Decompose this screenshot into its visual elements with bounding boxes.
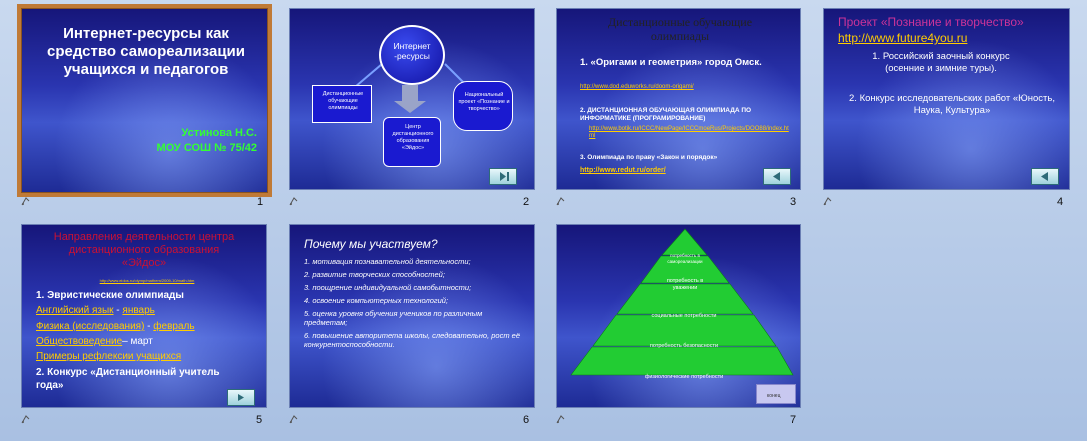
slide-5-line-a [36, 305, 155, 316]
play-arrow-icon [228, 390, 254, 405]
slide-4-title: Проект «Познание и творчество» [838, 15, 1024, 29]
slide-5-line-c [36, 336, 153, 347]
right-box [453, 81, 513, 131]
animation-icon [289, 197, 298, 206]
reflection-examples-link[interactable]: Примеры рефлексии учащихся [36, 351, 182, 362]
animation-icon [556, 197, 565, 206]
slide-3-item2: 2. ДИСТАНЦИОННАЯ ОБУЧАЮЩАЯ ОЛИМПИАДА ПО ИНФОРМАТИКЕ (ПРОГРАМИРОВАНИЕ) [580, 107, 752, 122]
slide-number: 3 [790, 196, 797, 208]
left-box [312, 85, 372, 123]
slide-3-item1: 1. «Оригами и геометрия» город Омск. [580, 57, 762, 68]
slide-number: 6 [523, 414, 530, 426]
separator: - [113, 305, 123, 316]
end-button-label: конец [767, 393, 781, 399]
back-arrow-icon [1032, 169, 1058, 184]
slide-3-link1[interactable]: http://www.dod.eduworks.ru/doom-origami/ [580, 84, 694, 90]
slide-1-title: Интернет-ресурсы как средство самореализации учащихся и педагогов [46, 25, 245, 78]
slide-1-school: МОУ СОШ № 75/42 [156, 142, 257, 154]
animation-icon [21, 415, 30, 424]
slide-3-title: Дистанционные обучающие олимпиады [607, 15, 753, 43]
reason-item: 6. повышение авторитета школы, следовательно, рост её конкурентоспособности. [304, 331, 521, 349]
slide-5-item1: 1. Эвристические олимпиады [36, 290, 184, 301]
separator: - [144, 321, 154, 332]
pyramid-level-3: социальные потребности [651, 313, 717, 319]
social-studies-link[interactable]: Обществоведение [36, 336, 123, 347]
animation-icon [556, 415, 565, 424]
slide-number: 1 [257, 196, 264, 208]
pyramid-level-5: физиологические потребности [644, 374, 724, 380]
slide-5-line-b [36, 321, 195, 332]
january-link[interactable]: январь [122, 305, 155, 316]
slide-number: 2 [523, 196, 530, 208]
february-link[interactable]: февраль [153, 321, 195, 332]
left-box-label: Дистанционные обучающие олимпиады [322, 91, 364, 111]
march-text: – март [122, 336, 153, 347]
center-label: Интернет -ресурсы [393, 41, 431, 61]
pyramid-level-1: потребность в самореализации [667, 253, 703, 264]
pyramid-level-4: потребность безопасности [649, 343, 719, 349]
animation-icon [289, 415, 298, 424]
slide-3-link3[interactable]: http://www.redut.ru/order/ [580, 167, 666, 174]
slide-number: 7 [790, 414, 797, 426]
back-arrow-icon [764, 169, 790, 184]
slide-number: 5 [256, 414, 263, 426]
reasons-list [304, 257, 524, 353]
slide-1-author: Устинова Н.С. [181, 127, 257, 139]
next-button[interactable] [227, 389, 255, 406]
next-arrow-icon [490, 169, 516, 184]
slide-4-link[interactable]: http://www.future4you.ru [838, 31, 968, 45]
slide-5-title: Направления деятельности центра дистанционного образования «Эйдос» [53, 231, 235, 269]
reason-item: 3. поощрение индивидуальной самобытности; [304, 283, 472, 292]
right-box-label: Национальный проект «Познание и творчество» [458, 92, 510, 112]
back-button[interactable] [763, 168, 791, 185]
slide-5-line-d [36, 351, 181, 362]
bottom-box-label: Центр дистанционного образования «Эйдос» [392, 124, 434, 151]
english-link[interactable]: Английский язык [36, 305, 114, 316]
slide-3-link2[interactable]: http://www.botik.ru/ICCC/NewPage/ICCCmoeRus/Projects/DOO88/index.html [589, 126, 789, 139]
slide-4-item2: 2. Конкурс исследовательских работ «Юность, Наука, Культура» [849, 93, 1055, 116]
center-circle [379, 25, 445, 85]
pyramid-level-2: потребность в уважении [666, 278, 704, 291]
animation-icon [21, 197, 30, 206]
slide-6-title: Почему мы участвуем? [304, 237, 438, 251]
physics-link[interactable]: Физика (исследования) [36, 321, 145, 332]
end-button[interactable] [756, 384, 796, 404]
slide-5-item2: 2. Конкурс «Дистанционный учитель года» [36, 367, 220, 391]
reason-item: 5. оценка уровня обучения учеников по различным предметам; [304, 309, 483, 327]
reason-item: 4. освоение компьютерных технологий; [304, 296, 449, 305]
slide-5-title-link[interactable]: http://www.eidos.ru/olymp/mathem/2009-10/math.htm [99, 278, 195, 283]
slide-3-item3: 3. Олимпиада по праву «Закон и порядок» [580, 154, 718, 161]
slide-4-item1: 1. Российский заочный конкурс (осенние и зимние туры). [872, 51, 1010, 74]
reason-item: 2. развитие творческих способностей; [304, 270, 445, 279]
bottom-box [383, 117, 441, 167]
slide-number: 4 [1057, 196, 1064, 208]
back-button[interactable] [1031, 168, 1059, 185]
animation-icon [823, 197, 832, 206]
next-button[interactable] [489, 168, 517, 185]
reason-item: 1. мотивация познавательной деятельности; [304, 257, 471, 266]
